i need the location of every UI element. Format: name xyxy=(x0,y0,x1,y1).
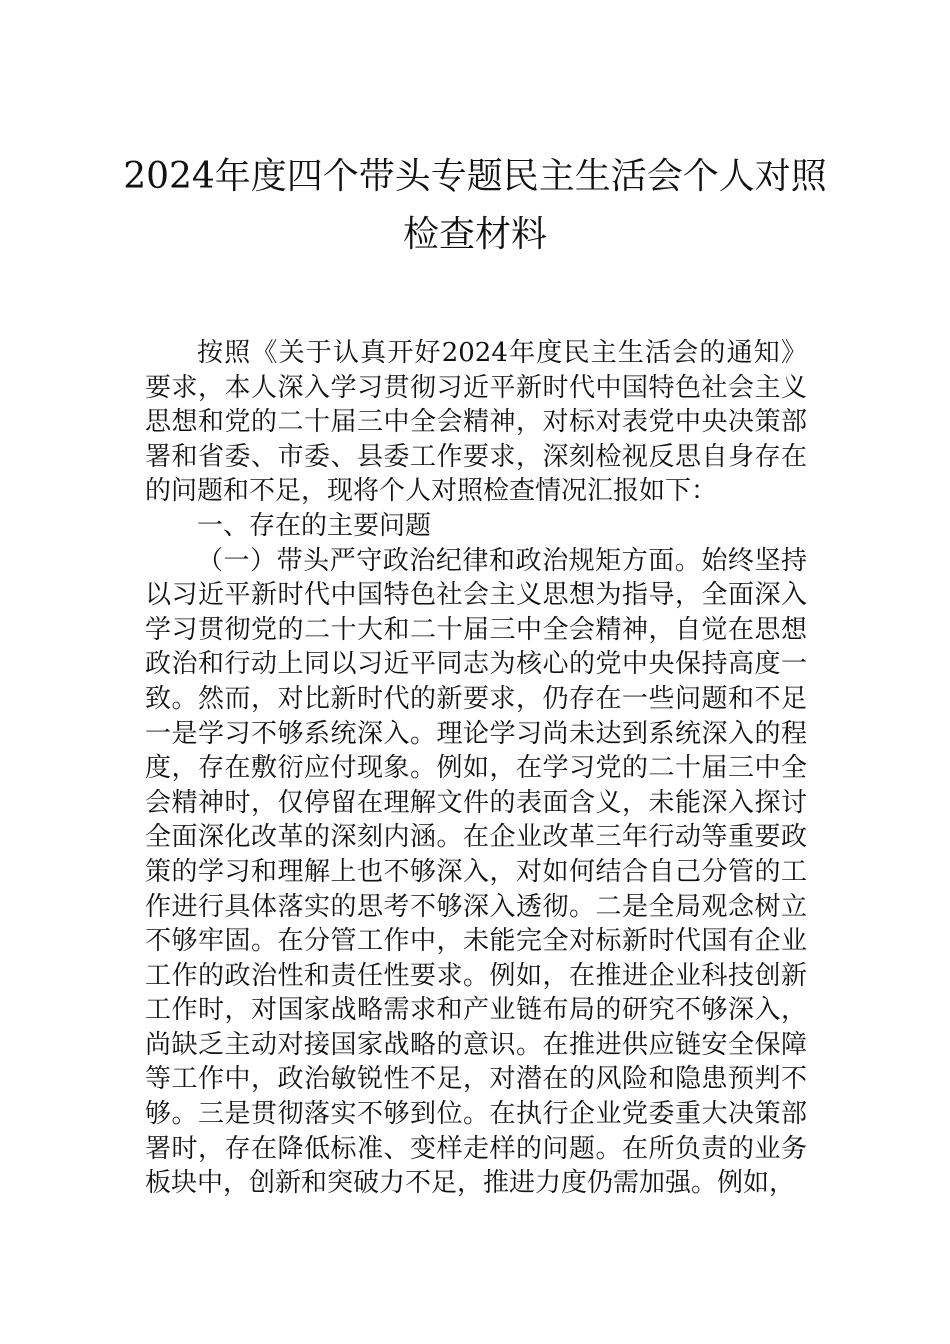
intro-paragraph: 按照《关于认真开好2024年度民主生活会的通知》要求，本人深入学习贯彻习近平新时代中国特色社会主义思想和党的二十届三中全会精神，对标对表党中央决策部署和省委、市委、县委工作要求，深刻检视反思自身存在的问题和不足，现将个人对照检查情况汇报如下： xyxy=(145,338,807,507)
document-title: 2024年度四个带头专题民主生活会个人对照检查材料 xyxy=(123,156,827,255)
section-heading: 一、存在的主要问题 xyxy=(197,510,432,541)
document-body xyxy=(145,336,807,1201)
body-paragraph: （一）带头严守政治纪律和政治规矩方面。始终坚持以习近平新时代中国特色社会主义思想为指导，全面深入学习贯彻党的二十大和二十届三中全会精神，自觉在思想政治和行动上同以习近平同志为核心的党中央保持高度一致。然而，对比新时代的新要求，仍存在一些问题和不足一是学习不够系统深入。理论学习尚未达到系统深入的程度，存在敷衍应付现象。例如，在学习党的二十届三中全会精神时，仅停留在理解文件的表面含义，未能深入探讨全面深化改革的深刻内涵。在企业改革三年行动等重要政策的学习和理解上也不够深入，对如何结合自己分管的工作进行具体落实的思考不够深入透彻。二是全局观念树立不够牢固。在分管工作中，未能完全对标新时代国有企业工作的政治性和责任性要求。例如，在推进企业科技创新工作时，对国家战略需求和产业链布局的研究不够深入，尚缺乏主动对接国家战略的意识。在推进供应链安全保障等工作中，政治敏锐性不足，对潜在的风险和隐患预判不够。三是贯彻落实不够到位。在执行企业党委重大决策部署时，存在降低标准、变样走样的问题。在所负责的业务板块中，创新和突破力不足，推进力度仍需加强。例如， xyxy=(145,545,807,1199)
